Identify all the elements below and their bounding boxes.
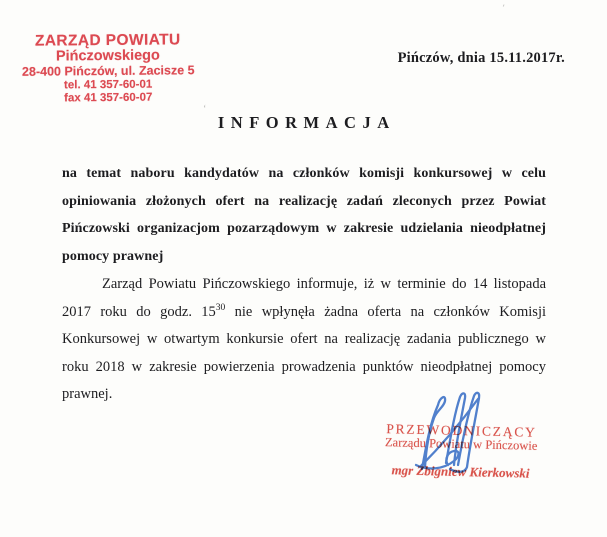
stamp-address: 28-400 Pińczów, ul. Zacisze 5 bbox=[21, 63, 195, 79]
stamp-org-name-2: Pińczowskiego bbox=[55, 47, 160, 65]
signature-stroke bbox=[422, 397, 445, 469]
subject-paragraph: na temat naboru kandydatów na członków komisji konkursowej w celu opiniowania złożonych ofert na realizację zadań zleconych przez Powiat Pińczowski organizacjom pozarządowym w zakresie udzielania nieodpłatnej pomocy prawnej bbox=[62, 166, 546, 264]
scan-artifact: ʹ bbox=[500, 2, 506, 15]
document-title: INFORMACJA bbox=[217, 113, 396, 132]
signature-name: mgr Zbigniew Kierkowski bbox=[391, 462, 530, 481]
signature-organization: Zarządu Powiatu w Pińczowie bbox=[384, 435, 538, 453]
stamp-fax: fax 41 357-60-07 bbox=[64, 91, 153, 105]
sender-address-stamp bbox=[22, 32, 195, 105]
handwritten-signature-ink bbox=[396, 389, 511, 481]
stamp-org-name: ZARZĄD POWIATU bbox=[34, 31, 181, 50]
body-text-after-superscript: nie wpłynęła żadna oferta na członków Komisji Konkursowej w otwartym konkursie ofert na realizację zadania publicznego w roku 2018 w zakresie powierzenia prowadzenia punktów nieodpłatnej pomocy prawnej. bbox=[62, 303, 547, 402]
dateline: Pińczów, dnia 15.11.2017r. bbox=[397, 50, 565, 66]
scan-artifact: ʻ bbox=[203, 104, 207, 115]
stamp-phone: tel. 41 357-60-01 bbox=[63, 78, 153, 92]
time-superscript: 30 bbox=[215, 302, 226, 313]
body-paragraph bbox=[62, 271, 546, 409]
signature-role: PRZEWODNICZĄCY bbox=[386, 421, 537, 440]
body-text-before-superscript: Zarząd Powiatu Pińczowskiego informuje, iż w terminie do 14 listopada 2017 roku do godz. 15 bbox=[62, 276, 546, 320]
